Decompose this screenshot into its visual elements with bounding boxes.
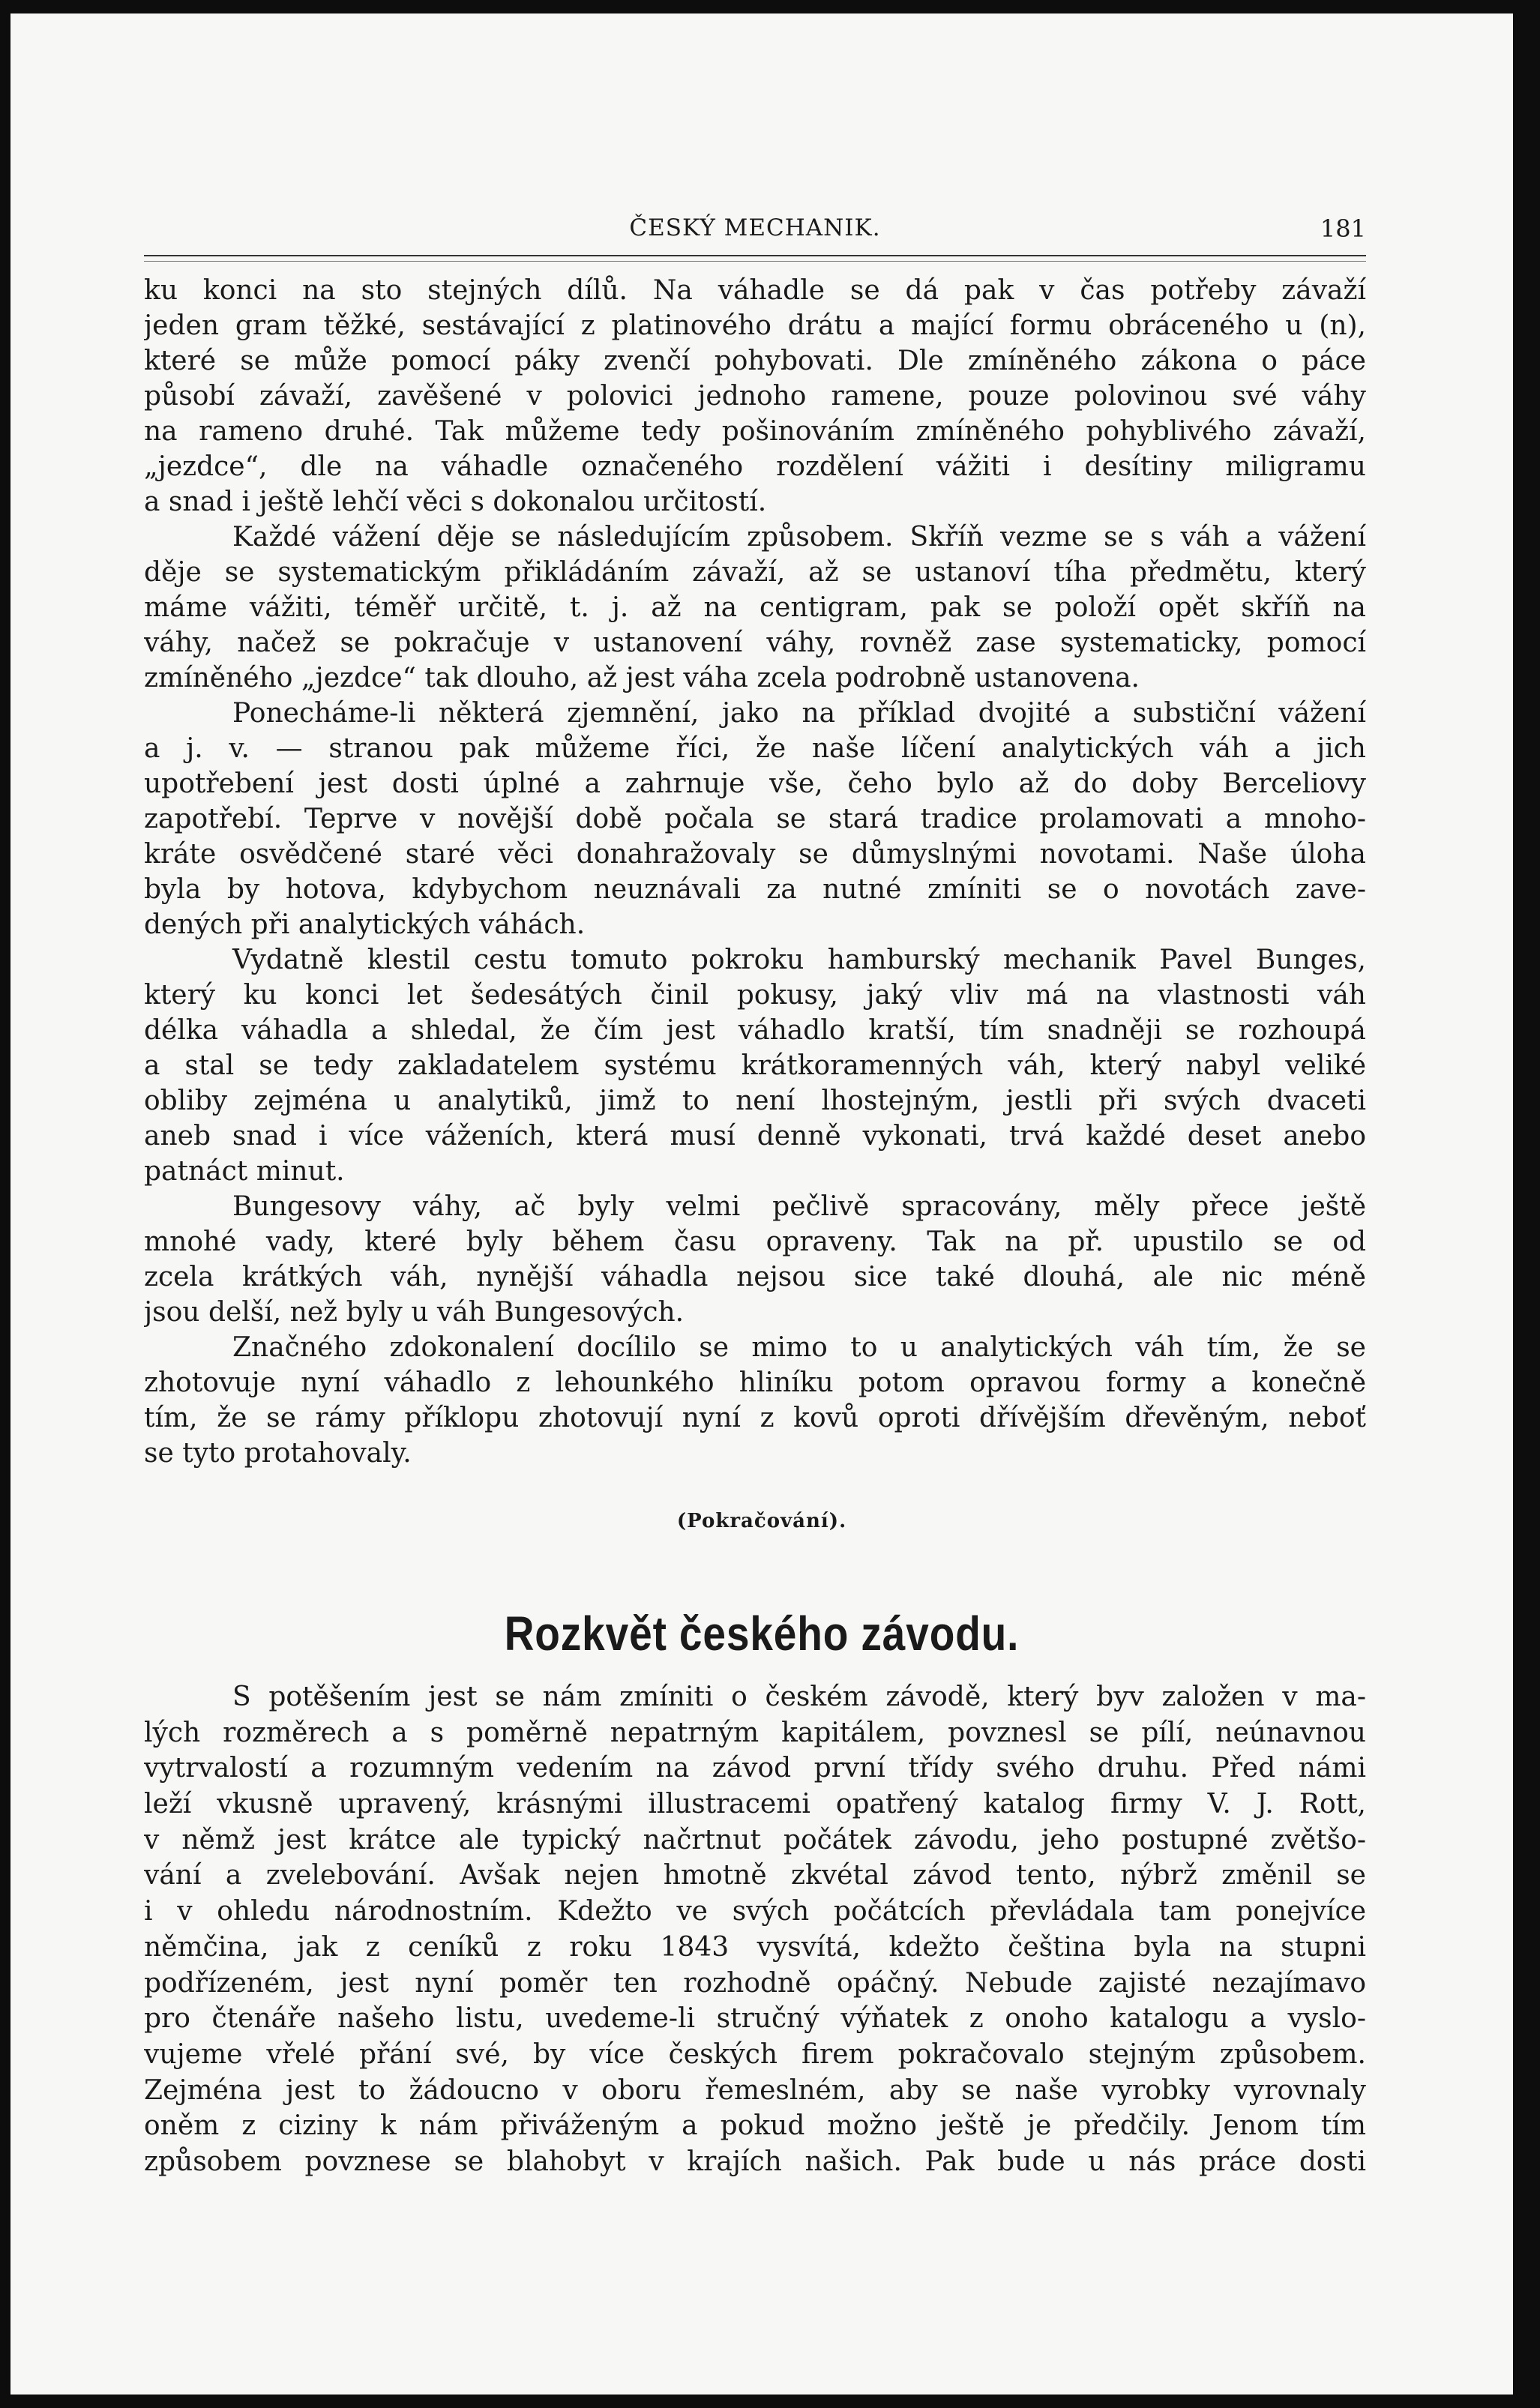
continued-note: (Pokračování). <box>676 1510 847 1532</box>
header-rule-thin <box>144 261 1366 262</box>
text-line: podřízeném, jest nyní poměr ten rozhodně opáčný. Nebude zajisté nezajímavo <box>144 1967 1366 1999</box>
article-body-rott <box>144 1679 1366 2180</box>
text-line: ku konci na sto stejných dílů. Na váhadle se dá pak v čas potřeby závaží <box>144 275 1366 306</box>
text-line: v němž jest krátce ale typický načrtnut počátek závodu, jeho postupné zvětšo- <box>144 1824 1366 1855</box>
text-line: tím, že se rámy příklopu zhotovují nyní z kovů oproti dřívějším dřevěným, neboť <box>144 1403 1366 1433</box>
text-line: jsou delší, než byly u váh Bungesových. <box>144 1297 685 1328</box>
text-line: byla by hotova, kdybychom neuznávali za nutné zmíniti se o novotách zave- <box>144 874 1366 905</box>
text-line: zapotřebí. Teprve v novější době počala se stará tradice prolamovati a mnoho- <box>144 804 1366 834</box>
text-line: dených při analytických váhách. <box>144 909 586 940</box>
text-line: lých rozměrech a s poměrně nepatrným kapitálem, povznesl se pílí, neúnavnou <box>144 1717 1366 1748</box>
text-line: který ku konci let šedesátých činil pokusy, jaký vliv má na vlastnosti váh <box>144 980 1366 1011</box>
header-rule <box>144 255 1366 256</box>
text-line: máme vážiti, téměř určitě, t. j. až na centigram, pak se položí opět skříň na <box>144 592 1366 623</box>
text-line: aneb snad i více váženích, která musí denně vykonati, trvá každé deset anebo <box>144 1121 1366 1152</box>
text-line: obliby zejména u analytiků, jimž to není lhostejným, jestli při svých dvaceti <box>144 1086 1366 1116</box>
text-line: Každé vážení děje se následujícím způsobem. Skříň vezme se s váh a vážení <box>232 522 1366 553</box>
text-line: kráte osvědčené staré věci donahražovaly se důmyslnými novotami. Naše úloha <box>144 839 1366 870</box>
text-line: Bungesovy váhy, ač byly velmi pečlivě spracovány, měly přece ještě <box>232 1191 1366 1222</box>
text-line: zhotovuje nyní váhadlo z lehounkého hliníku potom opravou formy a konečně <box>144 1367 1366 1398</box>
text-line: Vydatně klestil cestu tomuto pokroku hamburský mechanik Pavel Bunges, <box>232 945 1366 975</box>
text-line: způsobem povznese se blahobyt v krajích našich. Pak bude u nás práce dosti <box>144 2146 1366 2177</box>
text-line: „jezdce“, dle na váhadle označeného rozdělení vážiti i desítiny miligramu <box>144 451 1366 482</box>
text-line: děje se systematickým přikládáním závaží, až se ustanoví tíha předmětu, který <box>144 557 1366 588</box>
text-line: upotřebení jest dosti úplné a zahrnuje vše, čeho bylo až do doby Berceliovy <box>144 768 1366 799</box>
text-line: Ponecháme-li některá zjemnění, jako na příklad dvojité a substiční vážení <box>232 698 1366 729</box>
text-line: a j. v. — stranou pak můžeme říci, že naše líčení analytických váh a jich <box>144 733 1366 764</box>
text-line: S potěšením jest se nám zmíniti o českém závodě, který byv založen v ma- <box>232 1682 1366 1712</box>
text-line: patnáct minut. <box>144 1156 345 1187</box>
text-line: oněm z ciziny k nám přiváženým a pokud možno ještě je předčily. Jenom tím <box>144 2110 1366 2142</box>
article-heading: Rozkvět českého závodu. <box>504 1607 1020 1661</box>
text-line: a snad i ještě lehčí věci s dokonalou určitostí. <box>144 487 767 517</box>
page <box>10 13 1513 2395</box>
text-line: váhy, načež se pokračuje v ustanovení váhy, rovněž zase systematicky, pomocí <box>144 627 1366 658</box>
text-line: mnohé vady, které byly během času opraveny. Tak na př. upustilo se od <box>144 1226 1366 1257</box>
text-line: i v ohledu národnostním. Kdežto ve svých počátcích převládala tam ponejvíce <box>144 1896 1366 1927</box>
text-line: němčina, jak z ceníků z roku 1843 vysvítá, kdežto čeština byla na stupni <box>144 1931 1366 1963</box>
text-line: zmíněného „jezdce“ tak dlouho, až jest váha zcela podrobně ustanovena. <box>144 663 1140 693</box>
text-line: vání a zvelebování. Avšak nejen hmotně zkvétal závod tento, nýbrž změnil se <box>144 1860 1366 1891</box>
article-body-mechanic <box>144 273 1366 1471</box>
text-line: a stal se tedy zakladatelem systému krátkoramenných váh, který nabyl veliké <box>144 1050 1366 1081</box>
text-line: Zejména jest to žádoucno v oboru řemeslném, aby se naše vyrobky vyrovnaly <box>144 2074 1366 2106</box>
text-line: Značného zdokonalení docílilo se mimo to u analytických váh tím, že se <box>232 1332 1366 1363</box>
text-line: leží vkusně upravený, krásnými illustracemi opatřený katalog firmy V. J. Rott, <box>144 1789 1366 1820</box>
text-line: které se může pomocí páky zvenčí pohybovati. Dle zmíněného zákona o páce <box>144 346 1366 376</box>
text-line: jeden gram těžké, sestávající z platinového drátu a mající formu obráceného u (n), <box>144 310 1366 341</box>
text-line: vujeme vřelé přání své, by více českých firem pokračovalo stejným způsobem. <box>144 2038 1366 2070</box>
text-line: na rameno druhé. Tak můžeme tedy pošinováním zmíněného pohyblivého závaží, <box>144 416 1366 447</box>
text-line: délka váhadla a shledal, že čím jest váhadlo kratší, tím snadněji se rozhoupá <box>144 1015 1366 1046</box>
text-line: pro čtenáře našeho listu, uvedeme-li stručný výňatek z onoho katalogu a vyslo- <box>144 2003 1366 2035</box>
text-line: vytrvalostí a rozumným vedením na závod první třídy svého druhu. Před námi <box>144 1753 1366 1784</box>
running-header <box>144 214 1366 244</box>
text-line: zcela krátkých váh, nynější váhadla nejsou sice také dlouhá, ale nic méně <box>144 1262 1366 1292</box>
text-line: působí závaží, zavěšené v polovici jednoho ramene, pouze polovinou své váhy <box>144 381 1366 412</box>
text-line: se tyto protahovaly. <box>144 1438 412 1469</box>
page-number: 181 <box>1320 214 1366 243</box>
journal-title: ČESKÝ MECHANIK. <box>629 214 881 241</box>
